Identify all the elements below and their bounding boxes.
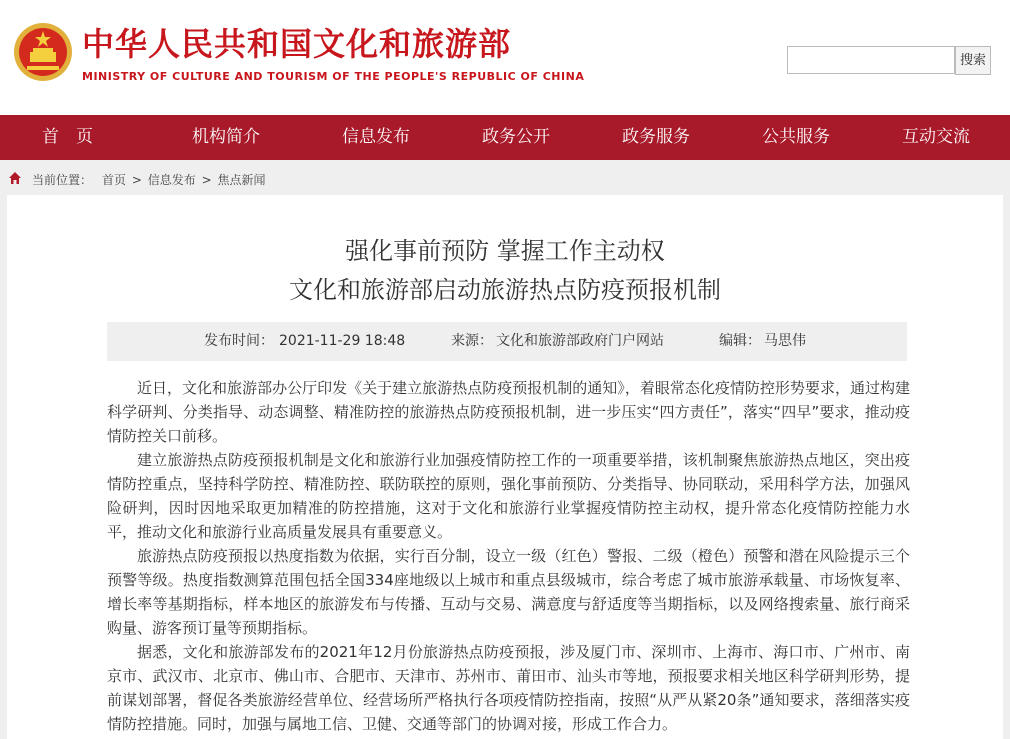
article-paragraph: 据悉，文化和旅游部发布的2021年12月份旅游热点防疫预报，涉及厦门市、深圳市、上海市、海口市、广州市、南京市、武汉市、北京市、佛山市、合肥市、天津市、苏州市、莆田市、汕头市等地，预报要求相关地区科学研判形势，提前谋划部署，督促各类旅游经营单位、经营场所严格执行各项疫情防控指南，按照“从严从紧20条”通知要求，落细落实疫情防控措施。同时，加强与属地工信、卫健、交通等部门的协调对接，形成工作合力。 xyxy=(107,643,910,733)
publish-date: 2021-11-29 18:48 xyxy=(279,333,406,349)
national-emblem-icon[interactable] xyxy=(13,22,73,82)
nav-item-about[interactable]: 机构简介 xyxy=(192,127,260,147)
publish-date-label: 发布时间： xyxy=(204,333,274,349)
breadcrumb-separator: > xyxy=(131,173,142,187)
nav-item-government-services[interactable]: 政务服务 xyxy=(622,127,690,147)
site-header xyxy=(0,0,1010,115)
nav-item-home[interactable]: 首 页 xyxy=(42,127,93,147)
article-title-line2: 文化和旅游部启动旅游热点防疫预报机制 xyxy=(289,276,721,304)
nav-item-public-services[interactable]: 公共服务 xyxy=(762,127,830,147)
editor-label: 编辑： xyxy=(719,333,761,349)
breadcrumb-label: 当前位置： xyxy=(32,173,93,187)
search-button[interactable]: 搜索 xyxy=(955,46,991,75)
breadcrumb-separator: > xyxy=(201,173,212,187)
article-title-line1: 强化事前预防 掌握工作主动权 xyxy=(345,237,665,265)
article-body xyxy=(107,376,910,736)
breadcrumb-item-focus-news[interactable]: 焦点新闻 xyxy=(217,173,266,187)
breadcrumb-item-home[interactable]: 首页 xyxy=(102,173,127,187)
main-nav xyxy=(0,115,1010,160)
article-paragraph: 近日，文化和旅游部办公厅印发《关于建立旅游热点防疫预报机制的通知》，着眼常态化疫情防控形势要求，通过构建科学研判、分类指导、动态调整、精准防控的旅游热点防疫预报机制，进一步压实“四方责任”，落实“四早”要求，推动疫情防控关口前移。 xyxy=(107,379,910,445)
breadcrumb xyxy=(0,160,1010,195)
site-title[interactable]: 中华人民共和国文化和旅游部 xyxy=(82,25,512,63)
home-icon xyxy=(8,171,22,185)
article-paragraph: 建立旅游热点防疫预报机制是文化和旅游行业加强疫情防控工作的一项重要举措，该机制聚焦旅游热点地区，突出疫情防控重点，坚持科学防控、精准防控、联防联控的原则，强化事前预防、分类指导、协同联动，采用科学方法，加强风险研判，因时因地采取更加精准的防控措施，这对于文化和旅游行业掌握疫情防控主动权，提升常态化疫情防控能力水平，推动文化和旅游行业高质量发展具有重要意义。 xyxy=(107,451,910,541)
search-input[interactable] xyxy=(787,46,955,74)
nav-item-government-affairs[interactable]: 政务公开 xyxy=(482,127,550,147)
source-label: 来源： xyxy=(451,333,493,349)
nav-item-interaction[interactable]: 互动交流 xyxy=(902,127,970,147)
nav-item-news[interactable]: 信息发布 xyxy=(342,127,410,147)
breadcrumb-item-news[interactable]: 信息发布 xyxy=(147,173,196,187)
breadcrumb-links xyxy=(102,171,267,188)
article-container xyxy=(7,195,1003,739)
article-paragraph: 旅游热点防疫预报以热度指数为依据，实行百分制，设立一级（红色）警报、二级（橙色）预警和潜在风险提示三个预警等级。热度指数测算范围包括全国334座地级以上城市和重点县级城市，综合考虑了城市旅游承载量、市场恢复率、增长率等基期指标，样本地区的旅游发布与传播、互动与交易、满意度与舒适度等当期指标，以及网络搜索量、旅行商采购量、游客预订量等预期指标。 xyxy=(107,547,910,637)
editor-value: 马思伟 xyxy=(764,333,806,349)
site-subtitle: MINISTRY OF CULTURE AND TOURISM OF THE PEOPLE'S REPUBLIC OF CHINA xyxy=(82,70,585,83)
article-meta xyxy=(107,322,907,361)
source-value: 文化和旅游部政府门户网站 xyxy=(496,333,664,349)
